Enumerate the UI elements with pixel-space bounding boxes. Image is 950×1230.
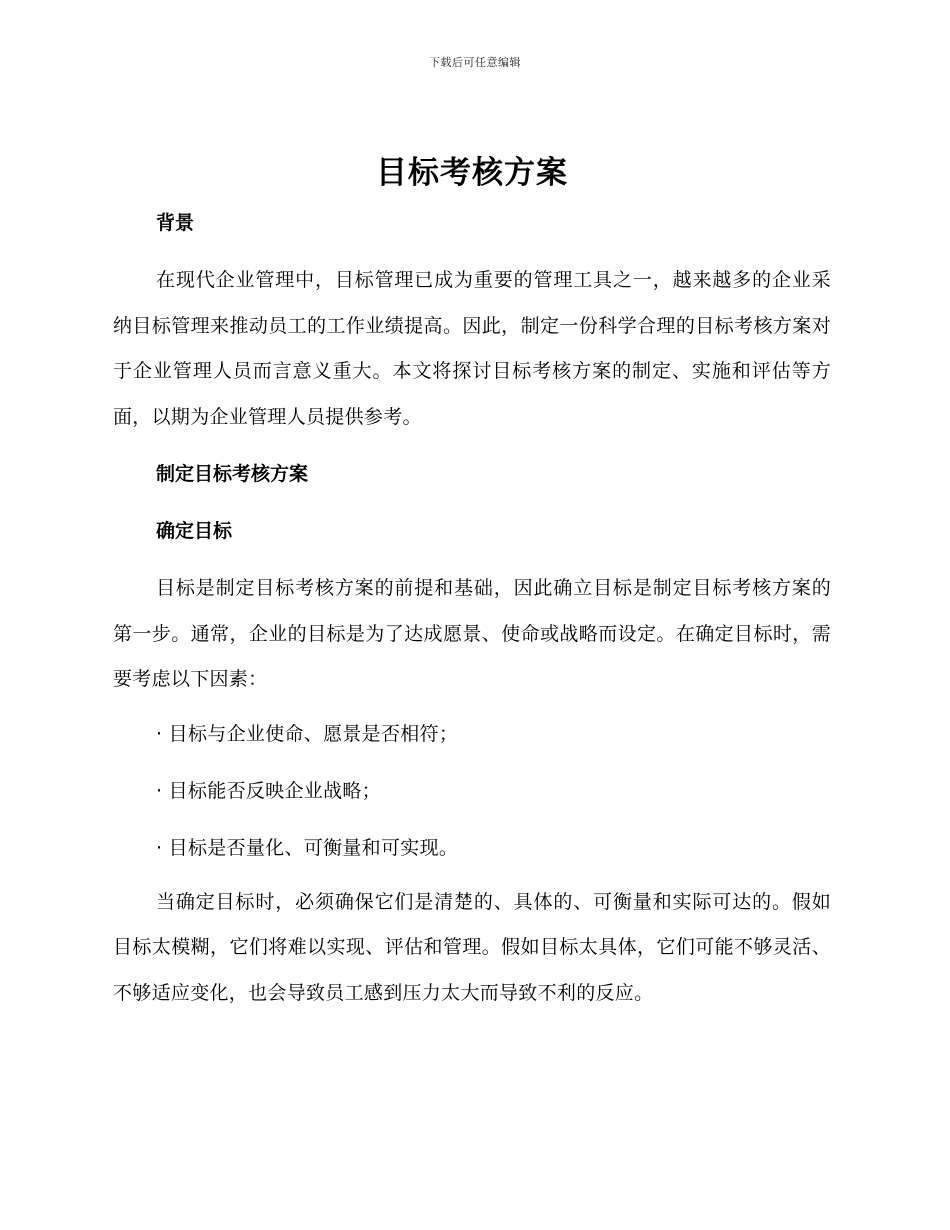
- section-heading-determine-goals: 确定目标: [156, 520, 233, 542]
- determine-goals-paragraph: 目标是制定目标考核方案的前提和基础，因此确立目标是制定目标考核方案的第一步。通常，企业的目标是为了达成愿景、使命或战略而设定。在确定目标时，需要考虑以下因素：: [113, 577, 831, 690]
- goal-factors-list: [113, 706, 831, 877]
- section-heading-background: 背景: [156, 212, 195, 234]
- goal-clarity-paragraph: 当确定目标时，必须确保它们是清楚的、具体的、可衡量和实际可达的。假如目标太模糊，它们将难以实现、评估和管理。假如目标太具体，它们可能不够灵活、不够适应变化，也会导致员工感到压力太大而导致不利的反应。: [113, 890, 831, 1004]
- list-item: · 目标与企业使命、愿景是否相符；: [156, 722, 459, 745]
- header-note: 下载后可任意编辑: [429, 56, 521, 69]
- document-body: [113, 148, 831, 1016]
- list-item: · 目标能否反映企业战略；: [156, 779, 381, 802]
- document-title: 目标考核方案: [376, 155, 568, 191]
- list-item: · 目标是否量化、可衡量和可实现。: [156, 836, 459, 859]
- background-paragraph: 在现代企业管理中，目标管理已成为重要的管理工具之一，越来越多的企业采纳目标管理来推动员工的工作业绩提高。因此，制定一份科学合理的目标考核方案对于企业管理人员而言意义重大。本文将探讨目标考核方案的制定、实施和评估等方面，以期为企业管理人员提供参考。: [113, 269, 831, 428]
- section-heading-formulate: 制定目标考核方案: [156, 463, 309, 485]
